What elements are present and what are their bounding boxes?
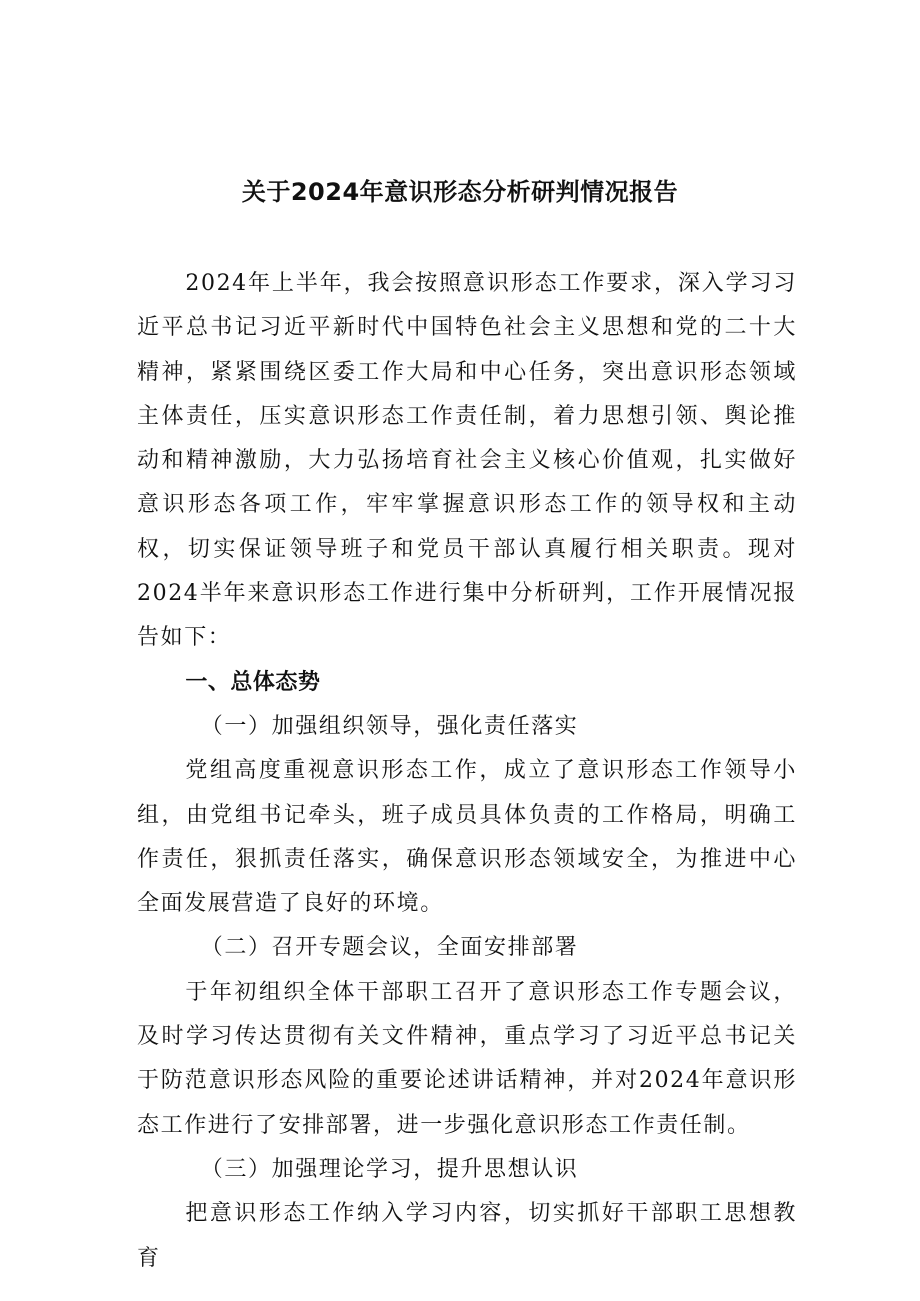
subsection-heading-2: （二）召开专题会议，全面安排部署: [200, 935, 579, 961]
subsection-paragraph-1: 党组高度重视意识形态工作，成立了意识形态工作领导小组，由党组书记牵头，班子成员具体负责的工作格局，明确工作责任，狠抓责任落实，确保意识形态领域安全，为推进中心全面发展营造了良好的环境。: [137, 758, 797, 917]
subsection-heading-3: （三）加强理论学习，提升思想认识: [200, 1156, 579, 1182]
section-heading-overall: 一、总体态势: [185, 669, 321, 695]
document-body: [137, 262, 797, 1281]
document-title: 关于2024年意识形态分析研判情况报告: [241, 178, 679, 206]
subsection-paragraph-3: 把意识形态工作纳入学习内容，切实抓好干部职工思想教育: [137, 1201, 797, 1271]
subsection-heading-1: （一）加强组织领导，强化责任落实: [200, 713, 579, 739]
intro-paragraph: 2024年上半年，我会按照意识形态工作要求，深入学习习近平总书记习近平新时代中国特色社会主义思想和党的二十大精神，紧紧围绕区委工作大局和中心任务，突出意识形态领域主体责任，压实意识形态工作责任制，着力思想引领、舆论推动和精神激励，大力弘扬培育社会主义核心价值观，扎实做好意识形态各项工作，牢牢掌握意识形态工作的领导权和主动权，切实保证领导班子和党员干部认真履行相关职责。现对2024半年来意识形态工作进行集中分析研判，工作开展情况报告如下：: [137, 271, 797, 651]
subsection-paragraph-2: 于年初组织全体干部职工召开了意识形态工作专题会议，及时学习传达贯彻有关文件精神，重点学习了习近平总书记关于防范意识形态风险的重要论述讲话精神，并对2024年意识形态工作进行了安排部署，进一步强化意识形态工作责任制。: [137, 979, 797, 1138]
